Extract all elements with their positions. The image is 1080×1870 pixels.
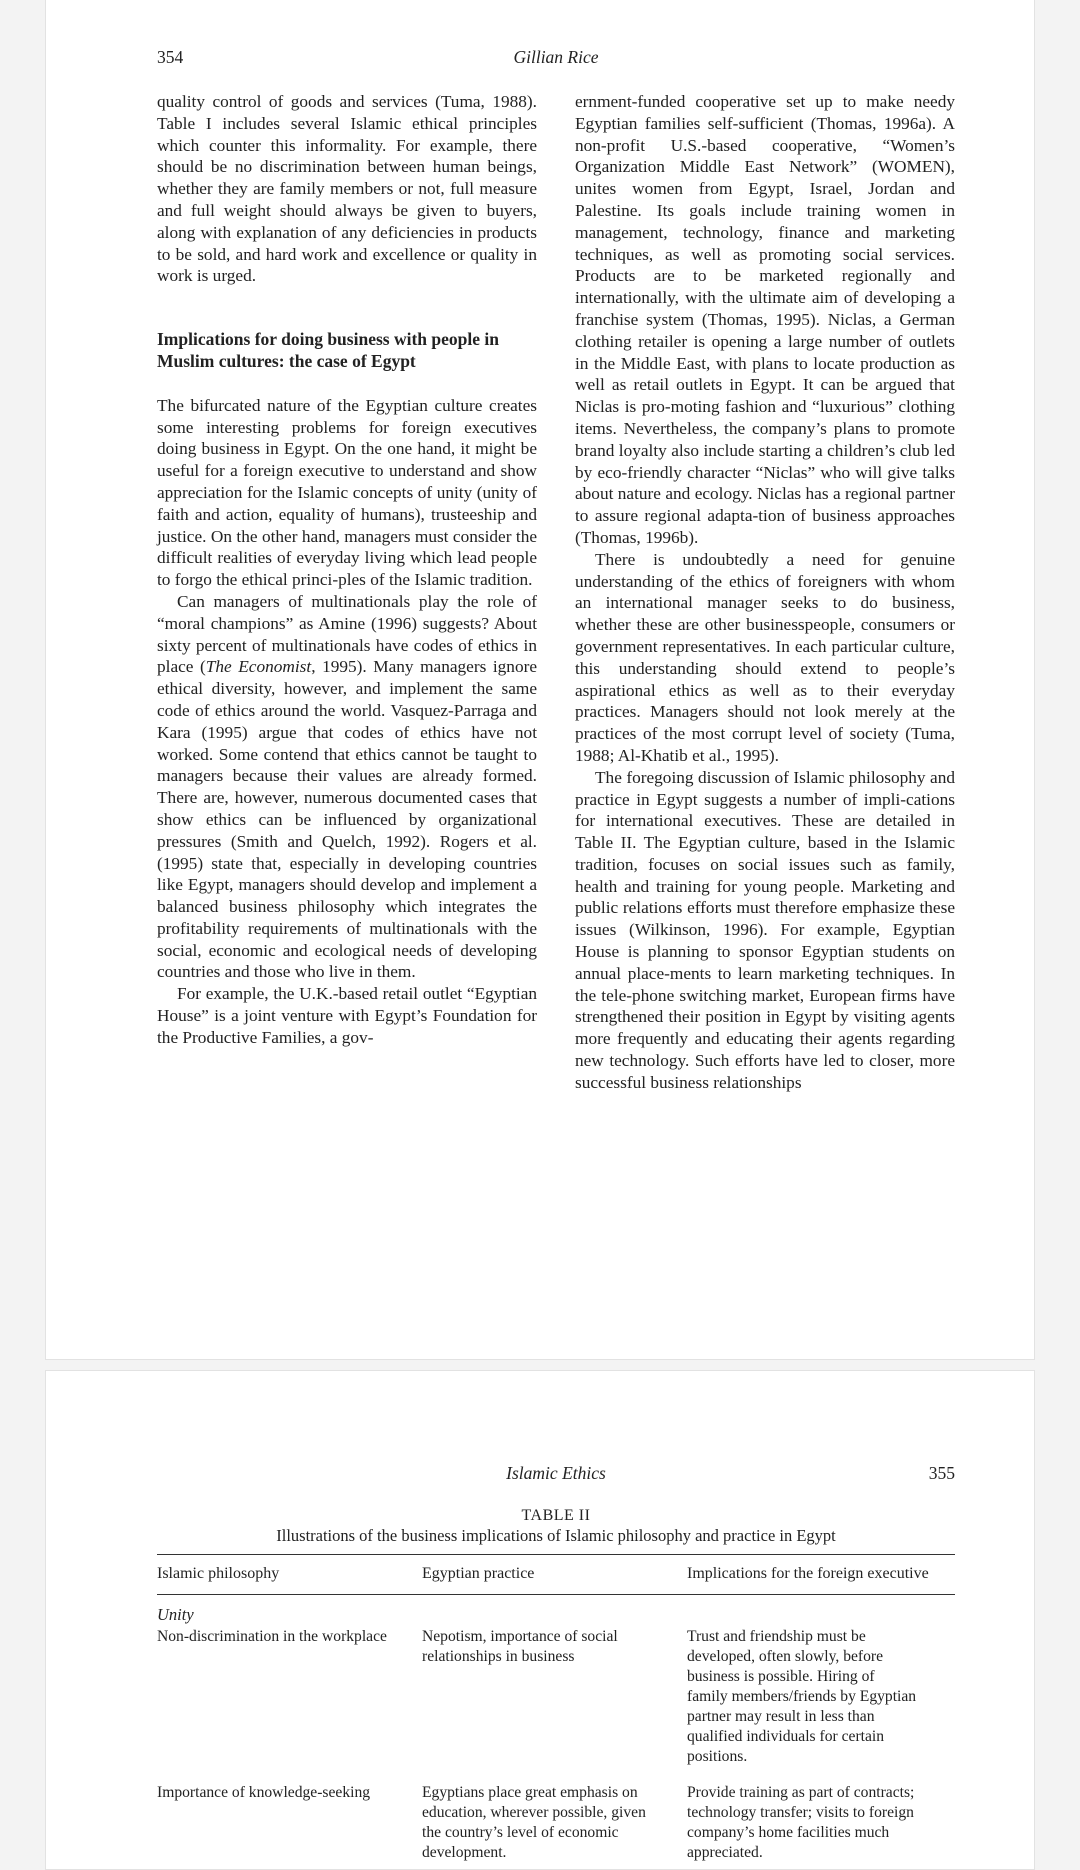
- page-number: 355: [928, 1463, 955, 1483]
- paragraph: [157, 591, 537, 983]
- table-header-row: [157, 1555, 955, 1595]
- section-heading: Implications for doing business with people in Muslim cultures: the case of Egypt: [157, 329, 499, 371]
- paragraph: The bifurcated nature of the Egyptian culture creates some interesting problems for foreign executives doing business in Egypt. On the one hand, it might be useful for a foreign executive to understand and show appreciation for the Islamic concepts of unity (unity of faith and action, equality of humans), trusteeship and justice. On the other hand, managers must consider the difficult realities of everyday living which lead people to forgo the ethical princi-ples of the Islamic tradition.: [157, 395, 537, 590]
- paragraph: quality control of goods and services (Tuma, 1988). Table I includes several Islamic ethical principles which counter this informality. For example, there should be no discrimination between human beings, whether they are family members or not, full measure and full weight should always be given to buyers, along with explanation of any deficiencies in products to be sold, and hard work and excellence or quality in work is urged.: [157, 92, 537, 286]
- table-caption: Illustrations of the business implications of Islamic philosophy and practice in Egypt: [276, 1526, 836, 1545]
- table-cell: [157, 1627, 422, 1783]
- right-column: [575, 91, 955, 1094]
- page-number: 354: [157, 47, 184, 67]
- paragraph: For example, the U.K.-based retail outlet “Egyptian House” is a joint venture with Egypt’s Foundation for the Productive Families, a gov-: [157, 984, 537, 1047]
- table-cell: [687, 1783, 955, 1870]
- paragraph: The foregoing discussion of Islamic philosophy and practice in Egypt suggests a number of impli-cations for international executives. These are detailed in Table II. The Egyptian culture, based in the Islamic tradition, focuses on social issues such as family, health and training for young people. Marketing and public relations efforts must therefore emphasize these issues (Wilkinson, 1996). For example, Egyptian House is planning to sponsor Egyptian students on annual place-ments to learn marketing techniques. In the tele-phone switching market, European firms have strengthened their position in Egypt by visiting agents more frequently and educating their agents regarding new technology. Such efforts have led to closer, more successful business relationships: [575, 767, 955, 1092]
- table-cell: [422, 1783, 687, 1870]
- column-header: Implications for the foreign executive: [687, 1555, 955, 1595]
- table-group-row: [157, 1595, 955, 1628]
- column-header: Egyptian practice: [422, 1555, 687, 1595]
- cell-text: Provide training as part of contracts; technology transfer; visits to foreign company’s home facilities much appreciated.: [687, 1784, 915, 1861]
- page-355: [45, 1370, 1035, 1870]
- cell-text: Importance of knowledge-seeking: [157, 1784, 371, 1801]
- running-title: Islamic Ethics: [506, 1463, 606, 1483]
- running-title: Gillian Rice: [513, 47, 599, 67]
- table-row: [157, 1783, 955, 1870]
- column-header: Islamic philosophy: [157, 1555, 422, 1595]
- cell-text: Nepotism, importance of social relationships in business: [422, 1628, 618, 1665]
- implications-table: [157, 1554, 955, 1870]
- paragraph-text: , 1995). Many managers ignore ethical diversity, however, and implement the same code of ethics around the world. Vasquez-Parraga and Kara (1995) argue that codes of ethics have not worked. Some contend that ethics cannot be taught to managers because their values are already formed. There are, however, numerous documented cases that show ethics can be influenced by organizational pressures (Smith and Quelch, 1992). Rogers et al. (1995) state that, especially in developing countries like Egypt, managers should develop and implement a balanced business philosophy which integrates the profitability requirements of multinationals with the social, economic and ecological needs of developing countries and those who live in them.: [157, 657, 538, 982]
- paragraph-text: Can managers of multinationals play the role of “moral champions” as Amine (1996) suggests? About sixty percent of multinationals have codes of ethics in place (: [157, 591, 537, 677]
- paragraph: ernment-funded cooperative set up to make needy Egyptian families self-sufficient (Thomas, 1996a). A non-profit U.S.-based cooperative, “Women’s Organization Middle East Network” (WOMEN), unites women from Egypt, Israel, Jordan and Palestine. Its goals include training women in management, technology, finance and marketing techniques, as well as promoting social services. Products are to be marketed regionally and internationally, with the ultimate aim of developing a franchise system (Thomas, 1995). Niclas, a German clothing retailer is opening a large number of outlets in the Middle East, with plans to locate production as well as retail outlets in Egypt. It can be argued that Niclas is pro-moting fashion and “luxurious” clothing items. Nevertheless, the company’s plans to promote brand loyalty also include starting a children’s club led by eco-friendly character “Niclas” who will give talks about nature and ecology. Niclas has a regional partner to assure regional adapta-tion of business approaches (Thomas, 1996b).: [575, 92, 955, 547]
- page-354: [45, 0, 1035, 1360]
- left-column: [157, 91, 537, 1049]
- table-ii: [157, 1506, 955, 1870]
- paragraph: There is undoubtedly a need for genuine understanding of the ethics of foreigners with whom an international manager seeks to do business, whether these are other businesspeople, consumers or government representatives. In each particular culture, this understanding should extend to people’s aspirational ethics as well as to their everyday practices. Managers should not look merely at the practices of the most corrupt level of society (Tuma, 1988; Al-Khatib et al., 1995).: [575, 549, 955, 765]
- table-cell: [687, 1627, 955, 1783]
- running-head: [157, 47, 955, 71]
- table-label: TABLE II: [521, 1507, 591, 1524]
- table-row: [157, 1627, 955, 1783]
- group-label: Unity: [157, 1605, 194, 1624]
- table-cell: [157, 1783, 422, 1870]
- italic-citation: The Economist: [205, 657, 312, 677]
- cell-text: Egyptians place great emphasis on education, wherever possible, given the country’s level of economic development.: [422, 1784, 646, 1861]
- running-head: [157, 1463, 955, 1487]
- table-cell: [422, 1627, 687, 1783]
- cell-text: Non-discrimination in the workplace: [157, 1628, 387, 1645]
- cell-text: Trust and friendship must be developed, often slowly, before business is possible. Hiring of family members/friends by Egyptian partner may result in less than qualified individuals for certain positions.: [687, 1628, 917, 1765]
